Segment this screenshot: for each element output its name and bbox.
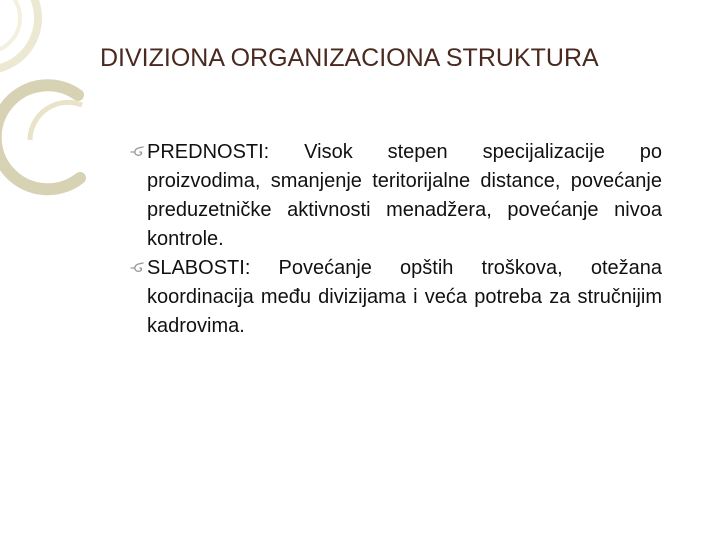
- advantages-label: PREDNOSTI:: [147, 141, 270, 163]
- disadvantages-label: SLABOSTI: [147, 257, 245, 279]
- swirl-bullet-icon: [130, 145, 145, 159]
- swirl-bullet-icon: [130, 261, 145, 275]
- bullet-list: [130, 138, 662, 341]
- disadvantages-text: : Povećanje opštih troškova, otežana koordinacija među divizijama i veća potreba za stručnijim kadrovima.: [147, 257, 662, 337]
- bullet-advantages: [130, 138, 662, 254]
- bullet-disadvantages: [130, 254, 662, 341]
- decorative-circles: [0, 0, 110, 200]
- advantages-text: Visok stepen specijalizacije po proizvodima, smanjenje teritorijalne distance, povećanje preduzetničke aktivnosti menadžera, povećanje nivoa kontrole.: [147, 141, 662, 250]
- slide-title: DIVIZIONA ORGANIZACIONA STRUKTURA: [100, 44, 599, 72]
